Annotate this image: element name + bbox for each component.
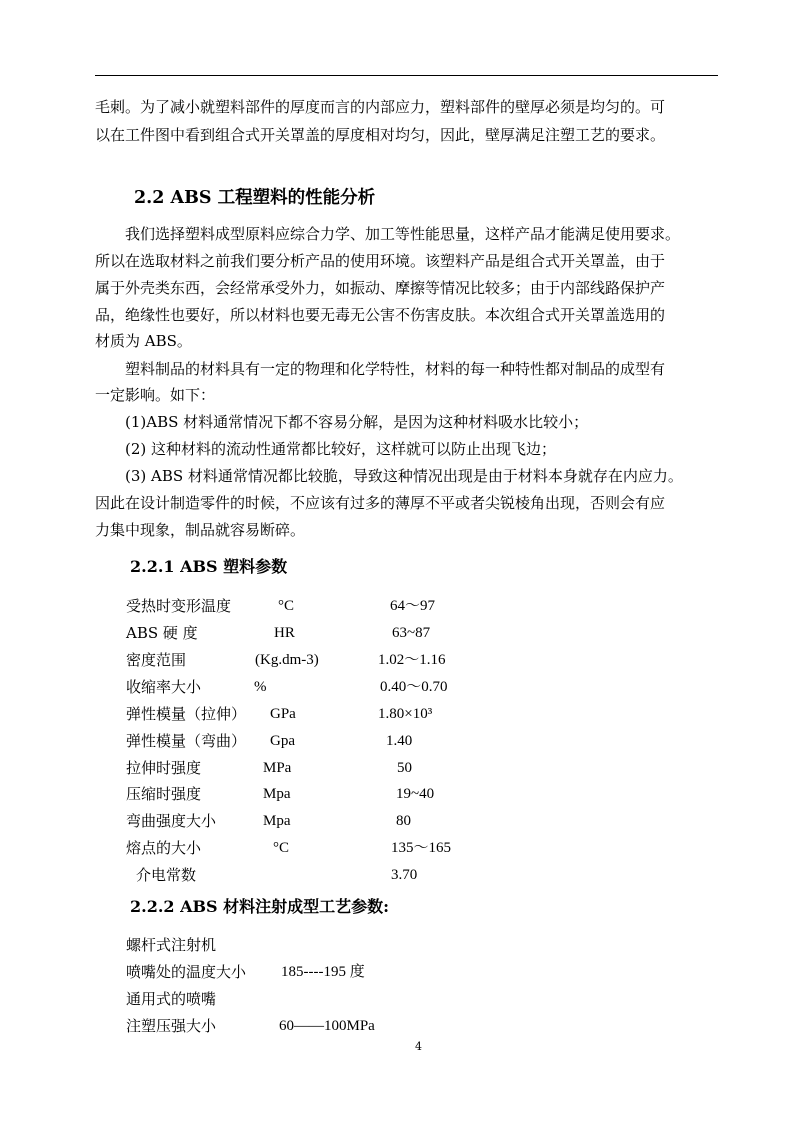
param-name: 弹性模量（弯曲） [126, 732, 247, 750]
section-2-2-1-heading: 2.2.1 ABS 塑料参数 [130, 557, 288, 576]
list-item-2: (2) 这种材料的流动性通常都比较好，这样就可以防止出现飞边； [125, 440, 557, 458]
param-value: 1.80×10³ [378, 706, 433, 722]
injection-param-value: 60——100MPa [279, 1018, 375, 1034]
param-name: ABS 硬 度 [126, 624, 198, 642]
param-name: 弯曲强度大小 [126, 812, 217, 830]
param-name: 弹性模量（拉伸） [126, 705, 247, 723]
param-value: 1.40 [386, 733, 413, 749]
param-value: 19~40 [396, 786, 435, 802]
intro-line-2: 以在工件图中看到组合式开关罩盖的厚度相对均匀，因此，壁厚满足注塑工艺的要求。 [95, 126, 666, 144]
param-unit: °C [278, 598, 295, 614]
param-value: 1.02～1.16 [378, 652, 446, 668]
list-item-3-line-3: 力集中现象，制品就容易断碎。 [95, 521, 306, 539]
para1-line-5: 材质为 ABS。 [95, 332, 192, 350]
list-item-3-line-1: (3) ABS 材料通常情况都比较脆，导致这种情况出现是由于材料本身就存在内应力。 [125, 467, 683, 485]
para1-line-2: 所以在选取材料之前我们要分析产品的使用环境。该塑料产品是组合式开关罩盖，由于 [95, 252, 666, 270]
param-name: 拉伸时强度 [126, 759, 202, 777]
section-2-2-2-heading: 2.2.2 ABS 材料注射成型工艺参数: [130, 897, 390, 916]
injection-param-value: 185----195 度 [281, 964, 365, 980]
param-unit: % [254, 679, 267, 695]
param-unit: (Kg.dm-3) [255, 652, 319, 668]
param-unit: HR [274, 625, 295, 641]
param-unit: Mpa [263, 786, 291, 802]
param-value: 3.70 [391, 867, 418, 883]
param-unit: MPa [263, 760, 292, 776]
param-value: 64～97 [390, 598, 436, 614]
param-name: 介电常数 [136, 866, 197, 884]
intro-line-1: 毛刺。为了减小就塑料部件的厚度而言的内部应力，塑料部件的壁厚必须是均匀的。可 [95, 98, 666, 116]
para1-line-3: 属于外壳类东西，会经常承受外力，如振动、摩擦等情况比较多；由于内部线路保护产 [95, 279, 666, 297]
param-name: 压缩时强度 [126, 785, 202, 803]
param-name: 密度范围 [126, 651, 187, 669]
param-name: 熔点的大小 [126, 839, 202, 857]
list-item-3-line-2: 因此在设计制造零件的时候，不应该有过多的薄厚不平或者尖锐棱角出现，否则会有应 [95, 494, 666, 512]
param-name: 受热时变形温度 [126, 597, 232, 615]
injection-param-label: 通用式的喷嘴 [126, 990, 217, 1008]
section-2-2-heading: 2.2 ABS 工程塑料的性能分析 [134, 188, 376, 208]
para1-line-4: 品，绝缘性也要好，所以材料也要无毒无公害不伤害皮肤。本次组合式开关罩盖选用的 [95, 306, 666, 324]
para2-line-2: 一定影响。如下： [95, 386, 216, 404]
param-unit: °C [273, 840, 290, 856]
para2-line-1: 塑料制品的材料具有一定的物理和化学特性，材料的每一种特性都对制品的成型有 [125, 360, 666, 378]
injection-param-label: 螺杆式注射机 [126, 936, 217, 954]
param-value: 50 [397, 760, 412, 776]
param-unit: GPa [270, 706, 296, 722]
header-rule [95, 75, 718, 76]
injection-param-label: 喷嘴处的温度大小 [126, 963, 247, 981]
param-value: 135～165 [391, 840, 452, 856]
list-item-1: (1)ABS 材料通常情况下都不容易分解，是因为这种材料吸水比较小； [125, 413, 589, 431]
para1-line-1: 我们选择塑料成型原料应综合力学、加工等性能思量，这样产品才能满足使用要求。 [125, 225, 681, 243]
page-number: 4 [415, 1040, 422, 1053]
param-value: 0.40～0.70 [380, 679, 448, 695]
param-value: 80 [396, 813, 411, 829]
param-name: 收缩率大小 [126, 678, 202, 696]
param-unit: Gpa [270, 733, 295, 749]
param-value: 63~87 [392, 625, 431, 641]
injection-param-label: 注塑压强大小 [126, 1017, 217, 1035]
param-unit: Mpa [263, 813, 291, 829]
